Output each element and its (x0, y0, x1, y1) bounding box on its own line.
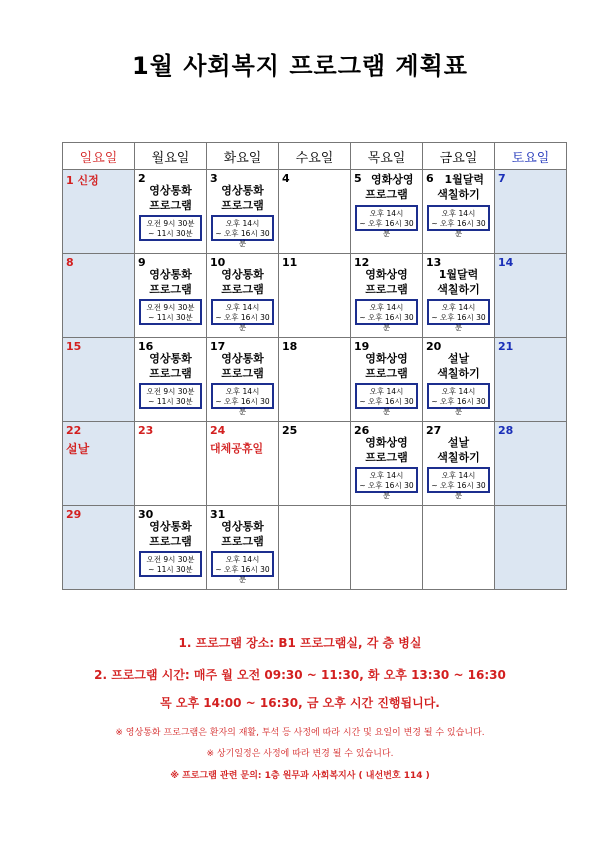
note-time-line2: 목 오후 14:00 ~ 16:30, 금 오후 시간 진행됩니다. (160, 696, 440, 710)
day-number: 4 (282, 172, 290, 185)
calendar-day (135, 338, 207, 422)
program-name: 영상통화 프로그램 (149, 184, 192, 212)
calendar-day (135, 254, 207, 338)
weekday-wednesday: 수요일 (279, 143, 351, 170)
weekday-tuesday: 화요일 (207, 143, 279, 170)
calendar-day (423, 338, 495, 422)
day-number: 20 (426, 340, 442, 353)
day-number: 31 (210, 508, 226, 521)
time-box: 오후 14시 ~ 오후 16시 30분 (355, 467, 418, 493)
calendar-day (495, 170, 567, 254)
day-number: 8 (66, 256, 74, 269)
day-number: 11 (282, 256, 298, 269)
calendar-day (423, 506, 495, 590)
program-name: 영화상영 프로그램 (365, 352, 408, 380)
day-number: 16 (138, 340, 154, 353)
time-box: 오후 14시 ~ 오후 16시 30분 (355, 205, 418, 231)
day-number: 30 (138, 508, 154, 521)
program-name: 영화상영 프로그램 (365, 436, 408, 464)
note-contact: ※ 프로그램 관련 문의: 1층 원무과 사회복지사 ( 내선번호 114 ) (170, 771, 430, 781)
program-name: 영상통화 프로그램 (149, 520, 192, 548)
calendar-day (63, 254, 135, 338)
day-number: 15 (66, 340, 82, 353)
weekday-sunday: 일요일 (63, 143, 135, 170)
calendar-day (135, 170, 207, 254)
time-box: 오전 9시 30분 ~ 11시 30분 (139, 215, 202, 241)
time-box: 오후 14시 ~ 오후 16시 30분 (355, 383, 418, 409)
program-name: 영화상영 프로그램 (365, 268, 408, 296)
program-name: 1월달력 색칠하기 (437, 173, 485, 201)
program-name: 영상통화 프로그램 (149, 268, 192, 296)
time-box: 오후 14시 ~ 오후 16시 30분 (211, 299, 274, 325)
holiday-label: 대체공휴일 (210, 442, 264, 455)
weekday-saturday: 토요일 (495, 143, 567, 170)
day-number: 23 (138, 424, 154, 437)
day-number: 19 (354, 340, 370, 353)
calendar-day (495, 254, 567, 338)
calendar-day (207, 254, 279, 338)
program-name: 영상통화 프로그램 (221, 520, 264, 548)
weekday-friday: 금요일 (423, 143, 495, 170)
day-number: 12 (354, 256, 370, 269)
calendar-day (279, 422, 351, 506)
calendar-day (207, 506, 279, 590)
calendar-day (351, 422, 423, 506)
day-number: 24 (210, 424, 226, 437)
day-number: 29 (66, 508, 82, 521)
calendar-week (63, 422, 567, 506)
time-box: 오후 14시 ~ 오후 16시 30분 (427, 383, 490, 409)
calendar-day (423, 422, 495, 506)
time-box: 오후 14시 ~ 오후 16시 30분 (427, 467, 490, 493)
program-name: 1월달력 색칠하기 (437, 268, 480, 296)
day-number: 14 (498, 256, 514, 269)
day-number: 3 (210, 172, 218, 185)
day-number: 13 (426, 256, 442, 269)
calendar-week (63, 506, 567, 590)
day-number: 10 (210, 256, 226, 269)
time-box: 오전 9시 30분 ~ 11시 30분 (139, 299, 202, 325)
calendar-day (279, 254, 351, 338)
time-box: 오후 14시 ~ 오후 16시 30분 (211, 215, 274, 241)
calendar-day (207, 422, 279, 506)
weekday-header-row (63, 143, 567, 170)
calendar-day (207, 338, 279, 422)
day-number: 26 (354, 424, 370, 437)
time-box: 오후 14시 ~ 오후 16시 30분 (427, 205, 490, 231)
holiday-label: 설날 (66, 442, 90, 456)
calendar-day (279, 170, 351, 254)
calendar-day (495, 338, 567, 422)
calendar-week (63, 338, 567, 422)
program-name: 설날 색칠하기 (437, 436, 480, 464)
day-number: 27 (426, 424, 442, 437)
calendar-day (63, 506, 135, 590)
calendar-day (207, 170, 279, 254)
program-name: 영화상영 프로그램 (365, 173, 414, 201)
time-box: 오전 9시 30분 ~ 11시 30분 (139, 383, 202, 409)
day-number: 28 (498, 424, 514, 437)
calendar-week (63, 170, 567, 254)
calendar-week (63, 254, 567, 338)
time-box: 오전 9시 30분 ~ 11시 30분 (139, 551, 202, 577)
page-title: 1월 사회복지 프로그램 계획표 (132, 52, 468, 80)
time-box: 오후 14시 ~ 오후 16시 30분 (427, 299, 490, 325)
calendar-day (135, 422, 207, 506)
calendar-day (351, 506, 423, 590)
day-number: 2 (138, 172, 146, 185)
calendar-day (495, 506, 567, 590)
day-number: 6 (426, 172, 434, 185)
time-box: 오후 14시 ~ 오후 16시 30분 (355, 299, 418, 325)
calendar-day (423, 170, 495, 254)
calendar-day (63, 422, 135, 506)
program-name: 설날 색칠하기 (437, 352, 480, 380)
note-location: 1. 프로그램 장소: B1 프로그램실, 각 층 병실 (178, 636, 422, 650)
calendar-day (495, 422, 567, 506)
time-box: 오후 14시 ~ 오후 16시 30분 (211, 383, 274, 409)
note-time-line1: 2. 프로그램 시간: 매주 월 오전 09:30 ~ 11:30, 화 오후 13:30 ~ 16:30 (94, 668, 506, 682)
day-number: 5 (354, 172, 362, 185)
time-box: 오후 14시 ~ 오후 16시 30분 (211, 551, 274, 577)
program-name: 영상통화 프로그램 (221, 352, 264, 380)
calendar-day (63, 338, 135, 422)
day-number: 25 (282, 424, 298, 437)
day-number: 22 (66, 424, 82, 437)
calendar-day (423, 254, 495, 338)
calendar-day (351, 338, 423, 422)
weekday-thursday: 목요일 (351, 143, 423, 170)
day-number: 18 (282, 340, 298, 353)
weekday-monday: 월요일 (135, 143, 207, 170)
calendar-day (135, 506, 207, 590)
day-number: 1 신정 (66, 174, 99, 187)
program-name: 영상통화 프로그램 (221, 184, 264, 212)
note-schedule: ※ 상기일정은 사정에 따라 변경 될 수 있습니다. (206, 749, 394, 759)
program-name: 영상통화 프로그램 (221, 268, 264, 296)
calendar-day (279, 338, 351, 422)
calendar-day (351, 170, 423, 254)
program-name: 영상통화 프로그램 (149, 352, 192, 380)
calendar-day (351, 254, 423, 338)
note-video-call: ※ 영상통화 프로그램은 환자의 재활, 투석 등 사정에 따라 시간 및 요일이 변경 될 수 있습니다. (115, 728, 485, 738)
day-number: 17 (210, 340, 226, 353)
day-number: 9 (138, 256, 146, 269)
calendar-day (279, 506, 351, 590)
calendar-day (63, 170, 135, 254)
day-number: 21 (498, 340, 514, 353)
day-number: 7 (498, 172, 506, 185)
calendar-table (62, 142, 567, 590)
